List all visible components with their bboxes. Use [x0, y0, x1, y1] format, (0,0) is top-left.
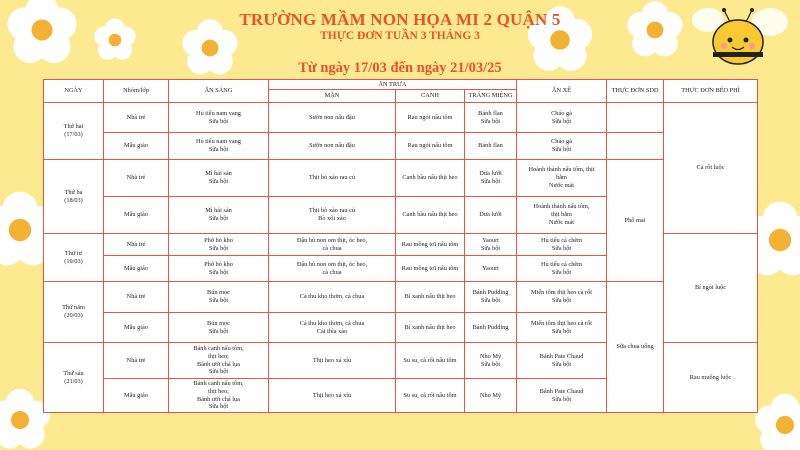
day-day: Thứ sáu — [63, 369, 84, 377]
breakfast-item: Bún mọc — [207, 289, 230, 297]
snack-cell — [517, 234, 607, 256]
dessert-cell — [465, 282, 517, 313]
dessert-item: Nho Mỹ — [479, 391, 502, 399]
menu-table — [43, 79, 758, 413]
breakfast-item: Sữa bột — [208, 146, 229, 153]
group-cell: Nhà trẻ — [104, 160, 169, 197]
savory-item: cà chua — [322, 268, 342, 276]
col-savory: MẶN — [269, 90, 396, 103]
soup-cell — [396, 313, 465, 343]
col-lunch: ĂN TRƯA — [269, 80, 517, 90]
group-cell: Mẫu giáo — [104, 379, 169, 413]
savory-cell — [269, 197, 396, 234]
savory-item: Cải thìa xào — [316, 327, 348, 335]
dessert-item: Bánh Pudding — [472, 289, 509, 297]
breakfast-item: Sữa bột — [208, 297, 229, 304]
dessert-cell — [465, 197, 517, 234]
dessert-item: Sữa bột — [480, 360, 501, 368]
breakfast-cell — [169, 103, 269, 133]
table-row — [44, 282, 758, 313]
day-date: (20/03) — [64, 312, 83, 319]
snack-item: Bánh Pate Chaud — [539, 352, 584, 360]
soup-cell — [396, 256, 465, 282]
savory-cell — [269, 103, 396, 133]
dessert-cell — [465, 256, 517, 282]
table-row — [44, 103, 758, 133]
snack-cell — [517, 343, 607, 379]
breakfast-item: Sữa bột — [208, 178, 229, 185]
dessert-item: Bánh flan — [478, 142, 503, 150]
savory-item: Đậu hủ non om thịt, óc heo, — [296, 260, 368, 268]
breakfast-item: Sữa bột — [208, 244, 229, 252]
breakfast-item: Bánh ướt chả lụa — [197, 395, 240, 403]
snack-item: Sữa bột — [551, 268, 572, 276]
savory-item: Sườn non nấu đậu — [309, 113, 355, 121]
snack-item: Cháo gà — [551, 109, 572, 117]
group-cell: Mẫu giáo — [104, 313, 169, 343]
dessert-item: Dưa lưới — [479, 211, 502, 219]
breakfast-item: Bánh canh nấu tôm, — [193, 379, 244, 387]
snack-item: bằm — [556, 174, 567, 182]
breakfast-item: Sữa bột — [208, 403, 229, 411]
soup-item: Rau ngót nấu tôm — [407, 142, 453, 150]
savory-cell — [269, 256, 396, 282]
day-cell — [44, 282, 104, 343]
dessert-cell — [465, 343, 517, 379]
breakfast-cell — [169, 197, 269, 234]
savory-cell — [269, 160, 396, 197]
savory-item: Bò xôi xào — [318, 215, 346, 222]
soup-item: Canh bầu nấu thịt heo — [402, 174, 458, 182]
sdd-note: Phô mai — [607, 160, 664, 282]
soup-cell — [396, 234, 465, 256]
soup-item: Su su, cà rốt nấu tôm — [403, 356, 457, 364]
group-cell: Nhà trẻ — [104, 234, 169, 256]
dessert-item: Yaourt — [482, 236, 499, 244]
snack-cell — [517, 103, 607, 133]
table-row — [44, 133, 758, 160]
breakfast-item: thịt heo; — [208, 352, 229, 360]
school-title: TRƯỜNG MẦM NON HỌA MI 2 QUẬN 5 — [239, 10, 561, 29]
breakfast-cell — [169, 313, 269, 343]
snack-cell — [517, 313, 607, 343]
day-day: Thứ ba — [64, 188, 83, 196]
snack-cell — [517, 256, 607, 282]
obesity-note: Bí ngòi luộc — [664, 234, 758, 343]
snack-cell — [517, 133, 607, 160]
breakfast-cell — [169, 379, 269, 413]
savory-item: Cá thu kho thơm, cà chua — [299, 319, 365, 327]
breakfast-cell — [169, 160, 269, 197]
date-range: Từ ngày 17/03 đến ngày 21/03/25 — [298, 60, 502, 76]
soup-cell — [396, 282, 465, 313]
day-day: Thứ năm — [62, 304, 85, 312]
breakfast-cell — [169, 133, 269, 160]
savory-cell — [269, 133, 396, 160]
soup-item: Bí xanh nấu thịt heo — [404, 293, 456, 301]
soup-cell — [396, 197, 465, 234]
col-day: NGÀY — [44, 80, 104, 103]
snack-item: Sữa bột — [551, 244, 572, 252]
savory-item: Thịt bò xào rau củ — [308, 174, 356, 182]
obesity-note: Cà rốt luộc — [664, 103, 758, 234]
breakfast-item: Sữa bột — [208, 117, 229, 125]
group-cell: Nhà trẻ — [104, 103, 169, 133]
breakfast-item: Bánh ướt chả lụa — [197, 360, 240, 368]
snack-item: Cháo gà — [551, 138, 572, 146]
snack-item: Bánh Pate Chaud — [539, 387, 584, 395]
group-cell: Mẫu giáo — [104, 133, 169, 160]
col-group: Nhóm/lớp — [104, 80, 169, 103]
breakfast-cell — [169, 256, 269, 282]
breakfast-cell — [169, 343, 269, 379]
snack-item: Miến tôm thịt heo cà rốt — [530, 319, 593, 327]
soup-cell — [396, 160, 465, 197]
breakfast-item: Bún mọc — [207, 319, 230, 327]
dessert-item: Nho Mỹ — [479, 352, 502, 360]
soup-cell — [396, 133, 465, 160]
sdd-empty — [607, 103, 664, 133]
dessert-item: Sữa bột — [480, 178, 501, 185]
snack-cell — [517, 282, 607, 313]
soup-item: Rau mồng tơi nấu tôm — [401, 264, 459, 272]
breakfast-item: Mì hải sản — [205, 170, 232, 178]
savory-cell — [269, 282, 396, 313]
day-cell — [44, 103, 104, 160]
table-row — [44, 160, 758, 197]
snack-cell — [517, 160, 607, 197]
snack-item: Hoành thánh nấu tôm, thịt — [528, 166, 595, 174]
dessert-item: Sữa bột — [480, 297, 501, 304]
day-day: Thứ hai — [63, 123, 84, 131]
snack-item: Hủ tiếu cá chẽm — [540, 260, 583, 268]
soup-item: Bí xanh nấu thịt heo — [404, 323, 456, 331]
snack-item: Nước mát — [548, 181, 575, 189]
dessert-cell — [465, 313, 517, 343]
sdd-note: Sữa chua uống — [607, 282, 664, 413]
savory-item: Thịt heo xá xíu — [312, 356, 352, 364]
dessert-item: Bánh Pudding — [472, 323, 509, 331]
breakfast-item: Mì hải sản — [205, 207, 232, 215]
sdd-empty — [607, 133, 664, 160]
soup-item: Canh bầu nấu thịt heo — [402, 211, 458, 219]
savory-cell — [269, 379, 396, 413]
savory-cell — [269, 313, 396, 343]
dessert-cell — [465, 160, 517, 197]
snack-item: Hoành thánh nấu tôm, — [533, 203, 590, 211]
breakfast-cell — [169, 234, 269, 256]
snack-item: Sữa bột — [551, 297, 572, 304]
savory-item: Cá thu kho thơm, cà chua — [299, 293, 365, 301]
savory-item: Sườn non nấu đậu — [309, 142, 355, 150]
day-cell — [44, 234, 104, 282]
soup-item: Su su, cà rốt nấu tôm — [403, 391, 457, 399]
breakfast-item: Phở bò kho — [204, 236, 233, 244]
breakfast-cell — [169, 282, 269, 313]
soup-item: Rau mồng tơi nấu tôm — [401, 240, 459, 248]
col-obesity: THỰC ĐƠN BÉO PHÌ — [664, 80, 758, 103]
snack-item: thịt bằm — [551, 211, 572, 219]
obesity-note: Rau muống luộc — [664, 343, 758, 413]
day-date: (17/03) — [64, 131, 83, 138]
soup-cell — [396, 343, 465, 379]
snack-item: Sữa bột — [551, 146, 572, 153]
snack-item: Sữa bột — [551, 117, 572, 125]
dessert-item: Sữa bột — [480, 244, 501, 252]
savory-item: Đậu hủ non om thịt, óc heo, — [296, 236, 368, 244]
soup-cell — [396, 379, 465, 413]
col-sdd: THỰC ĐƠN SDD — [607, 80, 664, 103]
soup-cell — [396, 103, 465, 133]
day-date: (18/03) — [64, 196, 83, 204]
col-soup: CANH — [396, 90, 465, 103]
day-cell — [44, 160, 104, 234]
snack-cell — [517, 379, 607, 413]
day-day: Thứ tư — [64, 249, 83, 257]
savory-item: cà chua — [322, 244, 342, 252]
dessert-cell — [465, 103, 517, 133]
snack-item: Miến tôm thịt heo cà rốt — [530, 289, 593, 297]
breakfast-item: Sữa bột — [208, 215, 229, 222]
savory-item: Thịt heo xá xíu — [312, 391, 352, 399]
soup-item: Rau ngót nấu tôm — [407, 113, 453, 121]
breakfast-item: thịt heo; — [208, 387, 229, 395]
breakfast-item: Sữa bột — [208, 368, 229, 376]
day-date: (21/03) — [64, 377, 83, 385]
snack-item: Hủ tiếu cá chẽm — [540, 236, 583, 244]
snack-item: Sữa bột — [551, 327, 572, 335]
group-cell: Mẫu giáo — [104, 197, 169, 234]
day-cell — [44, 343, 104, 413]
group-cell: Nhà trẻ — [104, 343, 169, 379]
dessert-item: Dưa lưới — [479, 170, 502, 178]
breakfast-item: Sữa bột — [208, 327, 229, 335]
menu-subtitle: THỰC ĐƠN TUẦN 3 THÁNG 3 — [320, 30, 480, 42]
col-breakfast: ĂN SÁNG — [169, 80, 269, 103]
breakfast-item: Sữa bột — [208, 268, 229, 276]
col-dessert: TRÁNG MIỆNG — [465, 90, 517, 103]
breakfast-item: Hủ tiếu nam vang — [196, 109, 241, 117]
dessert-item: Bánh flan — [478, 109, 503, 117]
snack-item: Nước mát — [548, 218, 575, 226]
dessert-cell — [465, 133, 517, 160]
col-snack: ĂN XẾ — [517, 80, 607, 103]
group-cell: Nhà trẻ — [104, 282, 169, 313]
snack-item: Sữa bột — [551, 395, 572, 403]
breakfast-item: Hủ tiếu nam vang — [196, 138, 241, 146]
dessert-item: Sữa bột — [480, 117, 501, 125]
savory-item: Thịt bò xào rau củ — [308, 207, 356, 215]
group-cell: Mẫu giáo — [104, 256, 169, 282]
snack-item: Sữa bột — [551, 360, 572, 368]
dessert-cell — [465, 379, 517, 413]
snack-cell — [517, 197, 607, 234]
breakfast-item: Bánh canh nấu tôm, — [193, 344, 244, 352]
dessert-cell — [465, 234, 517, 256]
breakfast-item: Phở bò kho — [204, 260, 233, 268]
savory-cell — [269, 234, 396, 256]
day-date: (19/03) — [64, 257, 83, 265]
dessert-item: Yaourt — [482, 264, 499, 272]
savory-cell — [269, 343, 396, 379]
